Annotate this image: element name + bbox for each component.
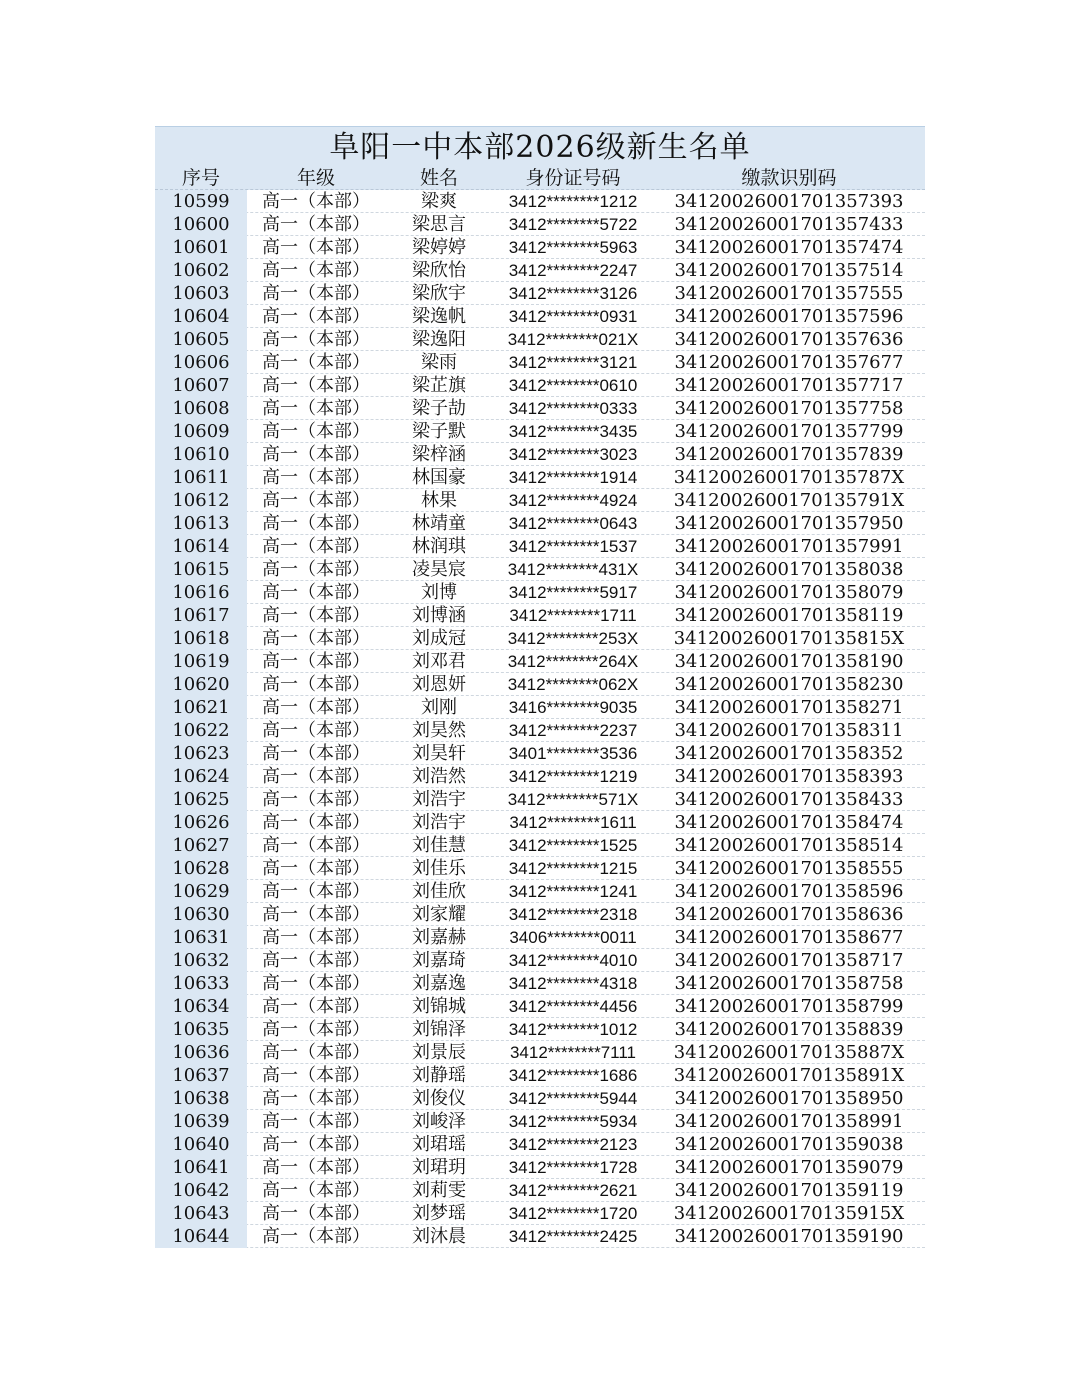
row-seq: 10619: [155, 650, 247, 673]
row-seq: 10616: [155, 581, 247, 604]
row-pay-code: 3412002600170135815X: [673, 627, 905, 649]
table-row: [155, 512, 925, 535]
row-seq: 10644: [155, 1225, 247, 1248]
row-id-number: 3412********1711: [509, 605, 637, 625]
row-pay-code: 34120026001701358991: [674, 1110, 904, 1132]
row-grade: 高一（本部）: [262, 857, 370, 879]
row-id-number: 3412********0931: [508, 306, 638, 326]
row-seq: 10602: [155, 259, 247, 282]
table-row: [155, 1156, 925, 1179]
row-name: 梁子劼: [412, 397, 466, 419]
row-id-number: 3412********5722: [508, 214, 638, 234]
row-id-number: 3412********0610: [508, 375, 638, 395]
row-name: 刘成冠: [412, 627, 466, 649]
table-row: [155, 581, 925, 604]
row-name: 林果: [421, 489, 457, 511]
row-name: 梁芷旗: [412, 374, 466, 396]
row-seq: 10622: [155, 719, 247, 742]
row-id-number: 3401********3536: [508, 743, 638, 763]
row-pay-code: 34120026001701358799: [674, 995, 904, 1017]
row-grade: 高一（本部）: [262, 1179, 370, 1201]
table-header: [155, 167, 925, 190]
row-pay-code: 34120026001701358119: [674, 604, 904, 626]
table-row: [155, 443, 925, 466]
row-seq: 10612: [155, 489, 247, 512]
row-id-number: 3412********3435: [508, 421, 638, 441]
row-grade: 高一（本部）: [262, 1041, 370, 1063]
row-name: 林国豪: [412, 466, 466, 488]
row-grade: 高一（本部）: [262, 443, 370, 465]
row-id-number: 3412********1012: [508, 1019, 638, 1039]
row-seq: 10635: [155, 1018, 247, 1041]
row-pay-code: 3412002600170135787X: [673, 466, 905, 488]
row-grade: 高一（本部）: [262, 742, 370, 764]
row-name: 刘沐晨: [412, 1225, 466, 1247]
table-row: [155, 1225, 925, 1248]
row-pay-code: 34120026001701358393: [674, 765, 904, 787]
table-row: [155, 259, 925, 282]
table-row: [155, 765, 925, 788]
row-id-number: 3412********1241: [508, 881, 638, 901]
row-seq: 10625: [155, 788, 247, 811]
row-grade: 高一（本部）: [262, 650, 370, 672]
row-grade: 高一（本部）: [262, 466, 370, 488]
header-id: 身份证号码: [525, 167, 621, 189]
row-id-number: 3412********062X: [507, 674, 639, 694]
row-seq: 10630: [155, 903, 247, 926]
row-grade: 高一（本部）: [262, 259, 370, 281]
row-grade: 高一（本部）: [262, 397, 370, 419]
row-grade: 高一（本部）: [262, 604, 370, 626]
row-grade: 高一（本部）: [262, 880, 370, 902]
row-id-number: 3412********264X: [507, 651, 639, 671]
row-grade: 高一（本部）: [262, 282, 370, 304]
row-seq: 10631: [155, 926, 247, 949]
row-grade: 高一（本部）: [262, 1156, 370, 1178]
row-grade: 高一（本部）: [262, 903, 370, 925]
table-row: [155, 489, 925, 512]
row-grade: 高一（本部）: [262, 696, 370, 718]
row-grade: 高一（本部）: [262, 949, 370, 971]
row-grade: 高一（本部）: [262, 1087, 370, 1109]
row-name: 刘浩宇: [412, 811, 466, 833]
row-name: 刘珺瑶: [412, 1133, 466, 1155]
table-row: [155, 374, 925, 397]
row-id-number: 3412********2425: [508, 1226, 638, 1246]
row-seq: 10623: [155, 742, 247, 765]
row-pay-code: 34120026001701358433: [674, 788, 904, 810]
table-row: [155, 351, 925, 374]
row-name: 刘博涵: [412, 604, 466, 626]
table-row: [155, 397, 925, 420]
row-id-number: 3412********1686: [508, 1065, 638, 1085]
row-seq: 10610: [155, 443, 247, 466]
table-row: [155, 1133, 925, 1156]
row-seq: 10624: [155, 765, 247, 788]
row-seq: 10614: [155, 535, 247, 558]
row-pay-code: 3412002600170135791X: [673, 489, 905, 511]
row-pay-code: 34120026001701357636: [674, 328, 904, 350]
table-row: [155, 1110, 925, 1133]
row-seq: 10615: [155, 558, 247, 581]
row-seq: 10606: [155, 351, 247, 374]
row-name: 刘莉雯: [412, 1179, 466, 1201]
row-id-number: 3412********1611: [509, 812, 637, 832]
row-grade: 高一（本部）: [262, 1225, 370, 1247]
row-pay-code: 34120026001701358677: [674, 926, 904, 948]
row-pay-code: 34120026001701358038: [674, 558, 904, 580]
row-id-number: 3412********1537: [508, 536, 638, 556]
row-name: 梁逸帆: [412, 305, 466, 327]
row-id-number: 3412********0333: [508, 398, 638, 418]
row-pay-code: 34120026001701357433: [674, 213, 904, 235]
row-name: 刘静瑶: [412, 1064, 466, 1086]
row-name: 刘刚: [421, 696, 457, 718]
header-seq: 序号: [181, 166, 220, 189]
table-row: [155, 995, 925, 1018]
row-name: 梁欣宇: [412, 282, 466, 304]
table-row: [155, 834, 925, 857]
row-pay-code: 34120026001701359079: [674, 1156, 904, 1178]
table-row: [155, 811, 925, 834]
table-row: [155, 673, 925, 696]
row-grade: 高一（本部）: [262, 1110, 370, 1132]
row-seq: 10618: [155, 627, 247, 650]
row-name: 刘恩妍: [412, 673, 466, 695]
row-name: 刘嘉逸: [412, 972, 466, 994]
table-row: [155, 558, 925, 581]
row-grade: 高一（本部）: [262, 420, 370, 442]
row-name: 梁子默: [412, 420, 466, 442]
header-pay-code: 缴款识别码: [741, 166, 837, 189]
row-pay-code: 34120026001701358555: [674, 857, 904, 879]
table-row: [155, 972, 925, 995]
row-name: 林靖童: [412, 512, 466, 534]
row-name: 梁欣怡: [412, 259, 466, 281]
table-row: [155, 1179, 925, 1202]
row-id-number: 3412********253X: [507, 628, 639, 648]
row-pay-code: 34120026001701358311: [674, 719, 904, 741]
row-pay-code: 34120026001701358514: [674, 834, 904, 856]
row-name: 刘昊然: [412, 719, 466, 741]
row-id-number: 3412********2247: [508, 260, 638, 280]
row-seq: 10634: [155, 995, 247, 1018]
row-id-number: 3412********571X: [507, 789, 639, 809]
row-grade: 高一（本部）: [262, 719, 370, 741]
row-id-number: 3412********5944: [508, 1088, 638, 1108]
row-name: 刘锦泽: [412, 1018, 466, 1040]
row-id-number: 3412********0643: [508, 513, 638, 533]
row-pay-code: 3412002600170135891X: [673, 1064, 905, 1086]
row-name: 刘佳欣: [412, 880, 466, 902]
row-name: 刘珺玥: [412, 1156, 466, 1178]
row-seq: 10643: [155, 1202, 247, 1225]
row-name: 刘家耀: [412, 903, 466, 925]
row-pay-code: 34120026001701357677: [674, 351, 904, 373]
row-name: 刘昊轩: [412, 742, 466, 764]
row-pay-code: 34120026001701357555: [674, 282, 904, 304]
row-id-number: 3412********1212: [508, 191, 638, 211]
row-name: 刘嘉赫: [412, 926, 466, 948]
row-grade: 高一（本部）: [262, 972, 370, 994]
row-id-number: 3412********2318: [508, 904, 638, 924]
row-id-number: 3412********2123: [508, 1134, 638, 1154]
row-id-number: 3412********3121: [508, 352, 638, 372]
table-row: [155, 282, 925, 305]
row-pay-code: 34120026001701358230: [674, 673, 904, 695]
table-row: [155, 650, 925, 673]
row-pay-code: 34120026001701358474: [674, 811, 904, 833]
row-id-number: 3412********1728: [508, 1157, 638, 1177]
row-grade: 高一（本部）: [262, 1202, 370, 1224]
row-pay-code: 34120026001701358352: [674, 742, 904, 764]
table-row: [155, 926, 925, 949]
row-name: 梁爽: [421, 190, 457, 212]
row-id-number: 3412********1914: [508, 467, 638, 487]
table-row: [155, 466, 925, 489]
row-pay-code: 34120026001701358596: [674, 880, 904, 902]
row-seq: 10629: [155, 880, 247, 903]
row-pay-code: 34120026001701358190: [674, 650, 904, 672]
row-name: 梁婷婷: [412, 236, 466, 258]
row-seq: 10617: [155, 604, 247, 627]
row-pay-code: 34120026001701357758: [674, 397, 904, 419]
row-name: 梁梓涵: [412, 443, 466, 465]
row-seq: 10632: [155, 949, 247, 972]
row-pay-code: 34120026001701358717: [674, 949, 904, 971]
row-grade: 高一（本部）: [262, 558, 370, 580]
table-row: [155, 1202, 925, 1225]
row-id-number: 3416********9035: [508, 697, 638, 717]
row-seq: 10633: [155, 972, 247, 995]
row-name: 刘峻泽: [412, 1110, 466, 1132]
table-row: [155, 535, 925, 558]
table-row: [155, 949, 925, 972]
row-grade: 高一（本部）: [262, 834, 370, 856]
row-id-number: 3412********4318: [508, 973, 638, 993]
row-seq: 10608: [155, 397, 247, 420]
row-pay-code: 34120026001701358950: [674, 1087, 904, 1109]
table-row: [155, 880, 925, 903]
row-grade: 高一（本部）: [262, 765, 370, 787]
row-id-number: 3412********4456: [508, 996, 638, 1016]
row-name: 刘景辰: [412, 1041, 466, 1063]
row-name: 刘浩然: [412, 765, 466, 787]
row-pay-code: 34120026001701359190: [674, 1225, 904, 1247]
table-row: [155, 742, 925, 765]
table-row: [155, 1087, 925, 1110]
row-name: 刘俊仪: [412, 1087, 466, 1109]
row-seq: 10600: [155, 213, 247, 236]
row-pay-code: 34120026001701357717: [674, 374, 904, 396]
row-name: 刘嘉琦: [412, 949, 466, 971]
header-name: 姓名: [419, 166, 458, 189]
row-seq: 10601: [155, 236, 247, 259]
row-name: 梁逸阳: [412, 328, 466, 350]
row-grade: 高一（本部）: [262, 305, 370, 327]
row-name: 刘佳慧: [412, 834, 466, 856]
row-id-number: 3412********1525: [508, 835, 638, 855]
row-id-number: 3412********431X: [507, 559, 639, 579]
sheet-title: 阜阳一中本部2026级新生名单: [155, 126, 925, 167]
row-grade: 高一（本部）: [262, 926, 370, 948]
row-seq: 10605: [155, 328, 247, 351]
row-pay-code: 34120026001701357799: [674, 420, 904, 442]
row-id-number: 3412********5917: [508, 582, 638, 602]
row-pay-code: 3412002600170135887X: [673, 1041, 905, 1063]
row-seq: 10621: [155, 696, 247, 719]
row-name: 林润琪: [412, 535, 466, 557]
row-pay-code: 34120026001701358271: [674, 696, 904, 718]
row-id-number: 3412********2621: [508, 1180, 638, 1200]
row-name: 刘梦瑶: [412, 1202, 466, 1224]
row-pay-code: 34120026001701358758: [674, 972, 904, 994]
table-row: [155, 213, 925, 236]
row-name: 凌昊宸: [412, 558, 466, 580]
row-pay-code: 34120026001701357474: [674, 236, 904, 258]
row-grade: 高一（本部）: [262, 213, 370, 235]
row-pay-code: 34120026001701358079: [674, 581, 904, 603]
row-seq: 10611: [155, 466, 247, 489]
row-grade: 高一（本部）: [262, 788, 370, 810]
row-id-number: 3412********1720: [508, 1203, 638, 1223]
table-row: [155, 305, 925, 328]
row-grade: 高一（本部）: [262, 535, 370, 557]
row-seq: 10603: [155, 282, 247, 305]
row-grade: 高一（本部）: [262, 627, 370, 649]
row-grade: 高一（本部）: [262, 1064, 370, 1086]
row-id-number: 3412********5963: [508, 237, 638, 257]
row-grade: 高一（本部）: [262, 190, 370, 212]
row-seq: 10627: [155, 834, 247, 857]
row-id-number: 3412********021X: [507, 329, 639, 349]
row-name: 刘邓君: [412, 650, 466, 672]
row-grade: 高一（本部）: [262, 328, 370, 350]
row-pay-code: 34120026001701358636: [674, 903, 904, 925]
row-grade: 高一（本部）: [262, 351, 370, 373]
row-name: 梁雨: [421, 351, 457, 373]
table-row: [155, 604, 925, 627]
table-row: [155, 1041, 925, 1064]
row-seq: 10626: [155, 811, 247, 834]
row-seq: 10642: [155, 1179, 247, 1202]
row-seq: 10604: [155, 305, 247, 328]
row-id-number: 3412********4924: [508, 490, 638, 510]
row-id-number: 3412********1215: [508, 858, 638, 878]
table-row: [155, 788, 925, 811]
row-seq: 10620: [155, 673, 247, 696]
row-name: 刘佳乐: [412, 857, 466, 879]
table-row: [155, 236, 925, 259]
row-grade: 高一（本部）: [262, 512, 370, 534]
row-grade: 高一（本部）: [262, 1018, 370, 1040]
table-row: [155, 1064, 925, 1087]
row-seq: 10640: [155, 1133, 247, 1156]
row-pay-code: 34120026001701357950: [674, 512, 904, 534]
row-pay-code: 34120026001701357839: [674, 443, 904, 465]
row-seq: 10637: [155, 1064, 247, 1087]
row-id-number: 3412********3023: [508, 444, 638, 464]
row-grade: 高一（本部）: [262, 581, 370, 603]
row-pay-code: 34120026001701358839: [674, 1018, 904, 1040]
row-id-number: 3412********5934: [508, 1111, 638, 1131]
row-id-number: 3412********2237: [508, 720, 638, 740]
table-row: [155, 857, 925, 880]
table-row: [155, 190, 925, 213]
row-seq: 10638: [155, 1087, 247, 1110]
row-grade: 高一（本部）: [262, 995, 370, 1017]
table-row: [155, 328, 925, 351]
row-grade: 高一（本部）: [262, 374, 370, 396]
row-pay-code: 3412002600170135915X: [673, 1202, 905, 1224]
table-row: [155, 903, 925, 926]
row-id-number: 3412********3126: [508, 283, 638, 303]
row-id-number: 3412********4010: [508, 950, 638, 970]
row-grade: 高一（本部）: [262, 236, 370, 258]
row-grade: 高一（本部）: [262, 489, 370, 511]
header-grade: 年级: [296, 166, 335, 189]
row-pay-code: 34120026001701357514: [674, 259, 904, 281]
row-grade: 高一（本部）: [262, 673, 370, 695]
row-pay-code: 34120026001701357596: [674, 305, 904, 327]
row-id-number: 3412********1219: [508, 766, 638, 786]
row-pay-code: 34120026001701359119: [674, 1179, 904, 1201]
row-pay-code: 34120026001701357991: [674, 535, 904, 557]
row-name: 梁思言: [412, 213, 466, 235]
row-seq: 10636: [155, 1041, 247, 1064]
student-list-sheet: [155, 126, 925, 1248]
row-seq: 10639: [155, 1110, 247, 1133]
table-row: [155, 420, 925, 443]
table-row: [155, 719, 925, 742]
row-seq: 10613: [155, 512, 247, 535]
row-grade: 高一（本部）: [262, 811, 370, 833]
row-seq: 10641: [155, 1156, 247, 1179]
row-seq: 10599: [155, 190, 247, 213]
row-seq: 10628: [155, 857, 247, 880]
table-row: [155, 696, 925, 719]
row-name: 刘浩宇: [412, 788, 466, 810]
table-row: [155, 1018, 925, 1041]
table-body: [155, 190, 925, 1248]
row-id-number: 3406********0011: [509, 927, 637, 947]
row-name: 刘锦城: [412, 995, 466, 1017]
table-row: [155, 627, 925, 650]
row-name: 刘博: [421, 581, 457, 603]
row-pay-code: 34120026001701359038: [674, 1133, 904, 1155]
row-seq: 10609: [155, 420, 247, 443]
row-grade: 高一（本部）: [262, 1133, 370, 1155]
row-pay-code: 34120026001701357393: [674, 190, 904, 212]
row-seq: 10607: [155, 374, 247, 397]
row-id-number: 3412********7111: [509, 1042, 637, 1062]
